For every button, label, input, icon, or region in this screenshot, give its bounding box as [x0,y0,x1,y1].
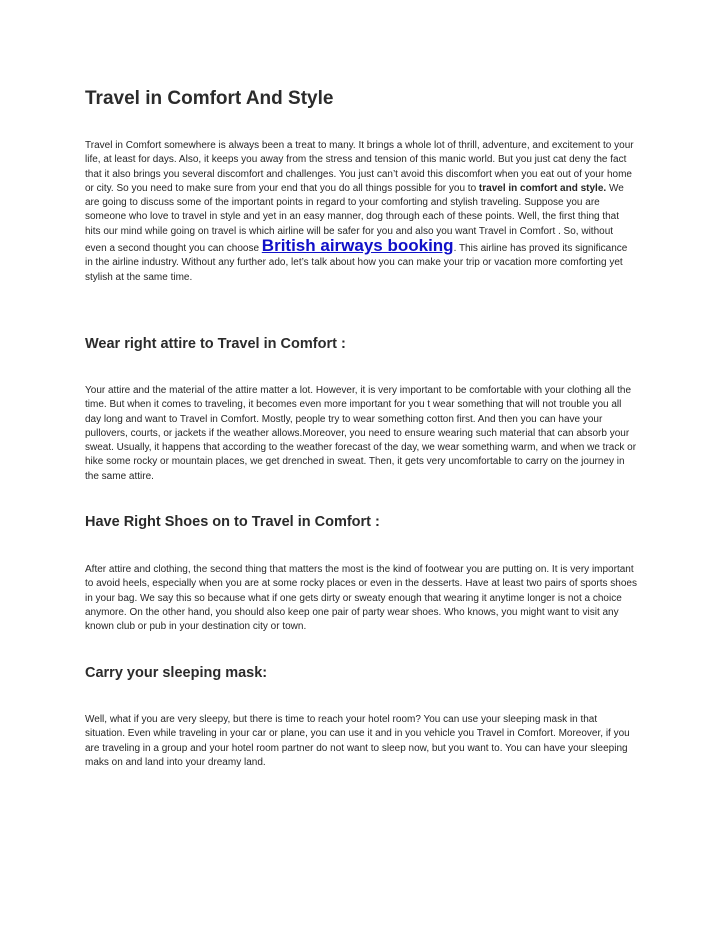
intro-text-c: . This airline has proved its significance in the airline industry. Without any further ado, let’s talk about how you can make your trip or vacation more comforting yet stylish at the same time. [85,243,628,283]
intro-paragraph [85,139,637,285]
section-body-attire: Your attire and the material of the attire matter a lot. However, it is very important to be comfortable with your clothing all the time. But when it comes to traveling, it becomes even more important for you t wear something that will not trouble you all day long and want to Travel in Comfort. Mostly, people try to wear something cotton first. And then you can have your pullovers, courts, or jackets if the weather allows.Moreover, you need to ensure wearing such material that can absorb your sweat. Usually, it happens that according to the weather forecast of the day, we wear something warm, and when we track or hike some rocky or mountain places, we get drenched in sweat. Then, it gets very uncomfortable to carry on the journey in the same attire. [85,385,637,482]
section-heading-attire: Wear right attire to Travel in Comfort : [85,336,346,352]
intro-bold-phrase: travel in comfort and style. [478,182,607,194]
section-heading-shoes: Have Right Shoes on to Travel in Comfort : [85,514,380,530]
british-airways-booking-link[interactable]: British airways booking [261,236,454,256]
intro-text-a: Travel in Comfort somewhere is always been a treat to many. It brings a whole lot of thrill, adventure, and excitement to your life, at least for days. Also, it keeps you away from the stress and tension of this manic world. But you just cat deny the fact that it also brings you several discomfort and challenges. You just can’t avoid this discomfort when you eat out of your home or city. So you need to make sure from your end that you do all things possible for you to [85,140,634,194]
section-body-sleeping-mask: Well, what if you are very sleepy, but there is time to reach your hotel room? You can use your sleeping mask in that situation. Even while traveling in your car or plane, you can use it and in you vehicle you Travel in Comfort. Moreover, if you are traveling in a group and your hotel room partner do not want to sleep now, but you want to. You can have your sleeping maks on and land into your dreamy land. [85,714,630,768]
page-title: Travel in Comfort And Style [85,88,334,109]
intro-text-b: We are going to discuss some of the important points in regard to your comforting and stylish traveling. Suppose you are someone who love to travel in style and yet in an easy manner, dog through each of these points. Well, the first thing that hits our mind while going on travel is which airline will be safer for you and also you want Travel in Comfort . So, without even a second thought you can choose [85,182,624,255]
section-body-shoes: After attire and clothing, the second thing that matters the most is the kind of footwear you are putting on. It is very important to avoid heels, especially when you are at some rocky places or even in the desserts. Have at least two pairs of sports shoes in your bag. We say this so because what if one gets dirty or sweaty enough that wearing it anytime longer is not a choice anymore. On the other hand, you should also keep one pair of party wear shoes. Who knows, you might want to visit any known club or pub in your destination city or town. [85,564,637,633]
section-heading-sleeping-mask: Carry your sleeping mask: [85,665,268,681]
